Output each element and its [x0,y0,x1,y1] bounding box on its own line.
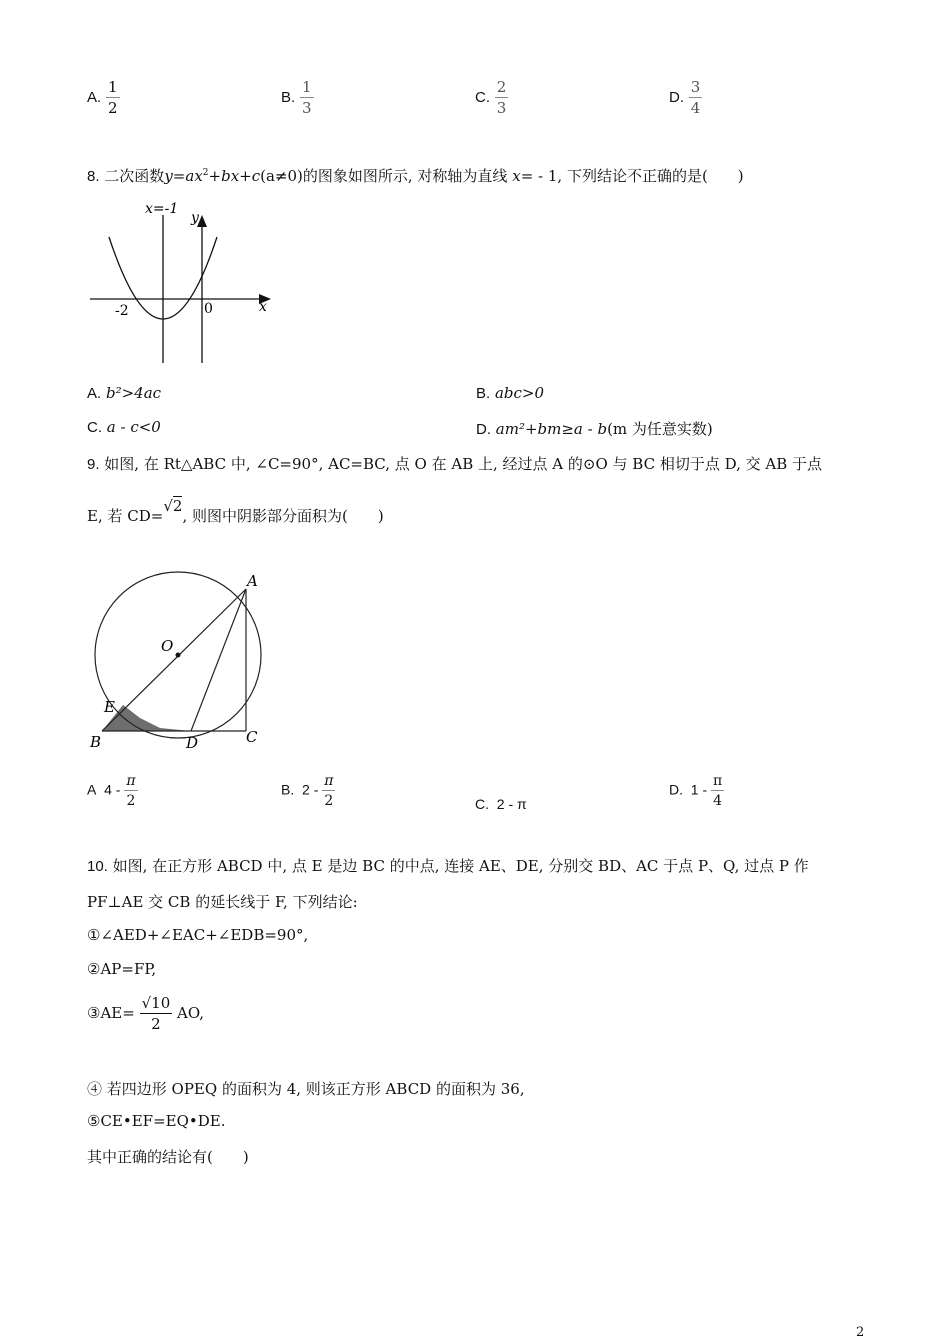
q10-stem-line1: 10. 如图, 在正方形 ABCD 中, 点 E 是边 BC 的中点, 连接 AE、DE, 分别交 BD、AC 于点 P、Q, 过点 P 作 [87,857,809,875]
q8-stem: 8. 二次函数$y=ax^2+bx+c(a\ne 0)$的图象如图所示, 对称轴为直线 x= - 1, 下列结论不正确的是( ) [87,167,744,185]
q10-conclusion-3: ③AE= $\frac{√10}{2}$ AO, [87,994,205,1033]
svg-text:E: E [104,698,115,716]
svg-text:0: 0 [204,301,213,317]
fraction: $\frac{\pi}{2}$ [324,773,334,809]
fraction: $\frac{\pi}{4}$ [713,773,723,809]
fraction: $\frac{1}{3}$ [301,78,312,117]
svg-text:B: B [90,733,102,751]
svg-text:C: C [246,728,258,746]
q8-option-d: D. am²+bm≥a - b(m 为任意实数) [476,420,713,438]
fraction: $\frac{2}{3}$ [496,78,507,117]
sqrt: √2 [163,497,183,515]
svg-text:-2: -2 [115,303,129,319]
q7-option-c: C. $\frac{2}{3}$ [475,78,507,117]
q10-conclusion-2: ②AP=FP, [87,960,157,978]
q9-stem-line1: 9. 如图, 在 Rt△ABC 中, ∠C=90°, AC=BC, 点 O 在 AB 上, 经过点 A 的⊙O 与 BC 相切于点 D, 交 AB 于点 [87,455,823,473]
axis-of-symmetry-label: x=-1 [145,201,179,217]
q8-option-a: A. b²>4ac [87,384,162,402]
fraction: $\frac{\pi}{2}$ [126,773,136,809]
q9-circle-figure [85,560,275,755]
q9-option-b: B. 2 - $\frac{\pi}{2}$ [281,773,334,809]
q7-option-a: A. $\frac{1}{2}$ [87,78,118,117]
q8-option-b: B. abc>0 [476,384,545,402]
q7-option-d: D. $\frac{3}{4}$ [669,78,701,117]
q7-option-b: B. $\frac{1}{3}$ [281,78,312,117]
q10-conclusion-4: ④ 若四边形 OPEQ 的面积为 4, 则该正方形 ABCD 的面积为 36, [87,1080,525,1098]
fraction: $\frac{3}{4}$ [690,78,701,117]
svg-text:A: A [247,572,258,590]
q9-option-d: D. 1 - $\frac{\pi}{4}$ [669,773,723,809]
page-number: 2 [856,1325,865,1340]
q9-option-a: A 4 - $\frac{\pi}{2}$ [87,773,136,809]
svg-text:x: x [259,299,267,315]
fraction: $\frac{1}{2}$ [107,78,118,117]
q8-parabola-graph [85,195,280,367]
svg-text:D: D [186,734,199,752]
q9-option-c: C. 2 - π [475,796,527,812]
q10-conclusion-5: ⑤CE•EF=EQ•DE. [87,1112,226,1130]
svg-text:y: y [191,210,199,226]
q10-conclusion-1: ①∠AED+∠EAC+∠EDB=90°, [87,926,309,944]
q10-question: 其中正确的结论有( ) [87,1148,249,1166]
fraction: $\frac{√10}{2}$ [141,994,171,1033]
q8-option-c: C. a - c<0 [87,418,161,436]
q9-stem-line2: E, 若 CD=√2, 则图中阴影部分面积为( ) [87,497,384,525]
q10-stem-line2: PF⊥AE 交 CB 的延长线于 F, 下列结论: [87,893,358,911]
svg-text:O: O [161,637,174,655]
